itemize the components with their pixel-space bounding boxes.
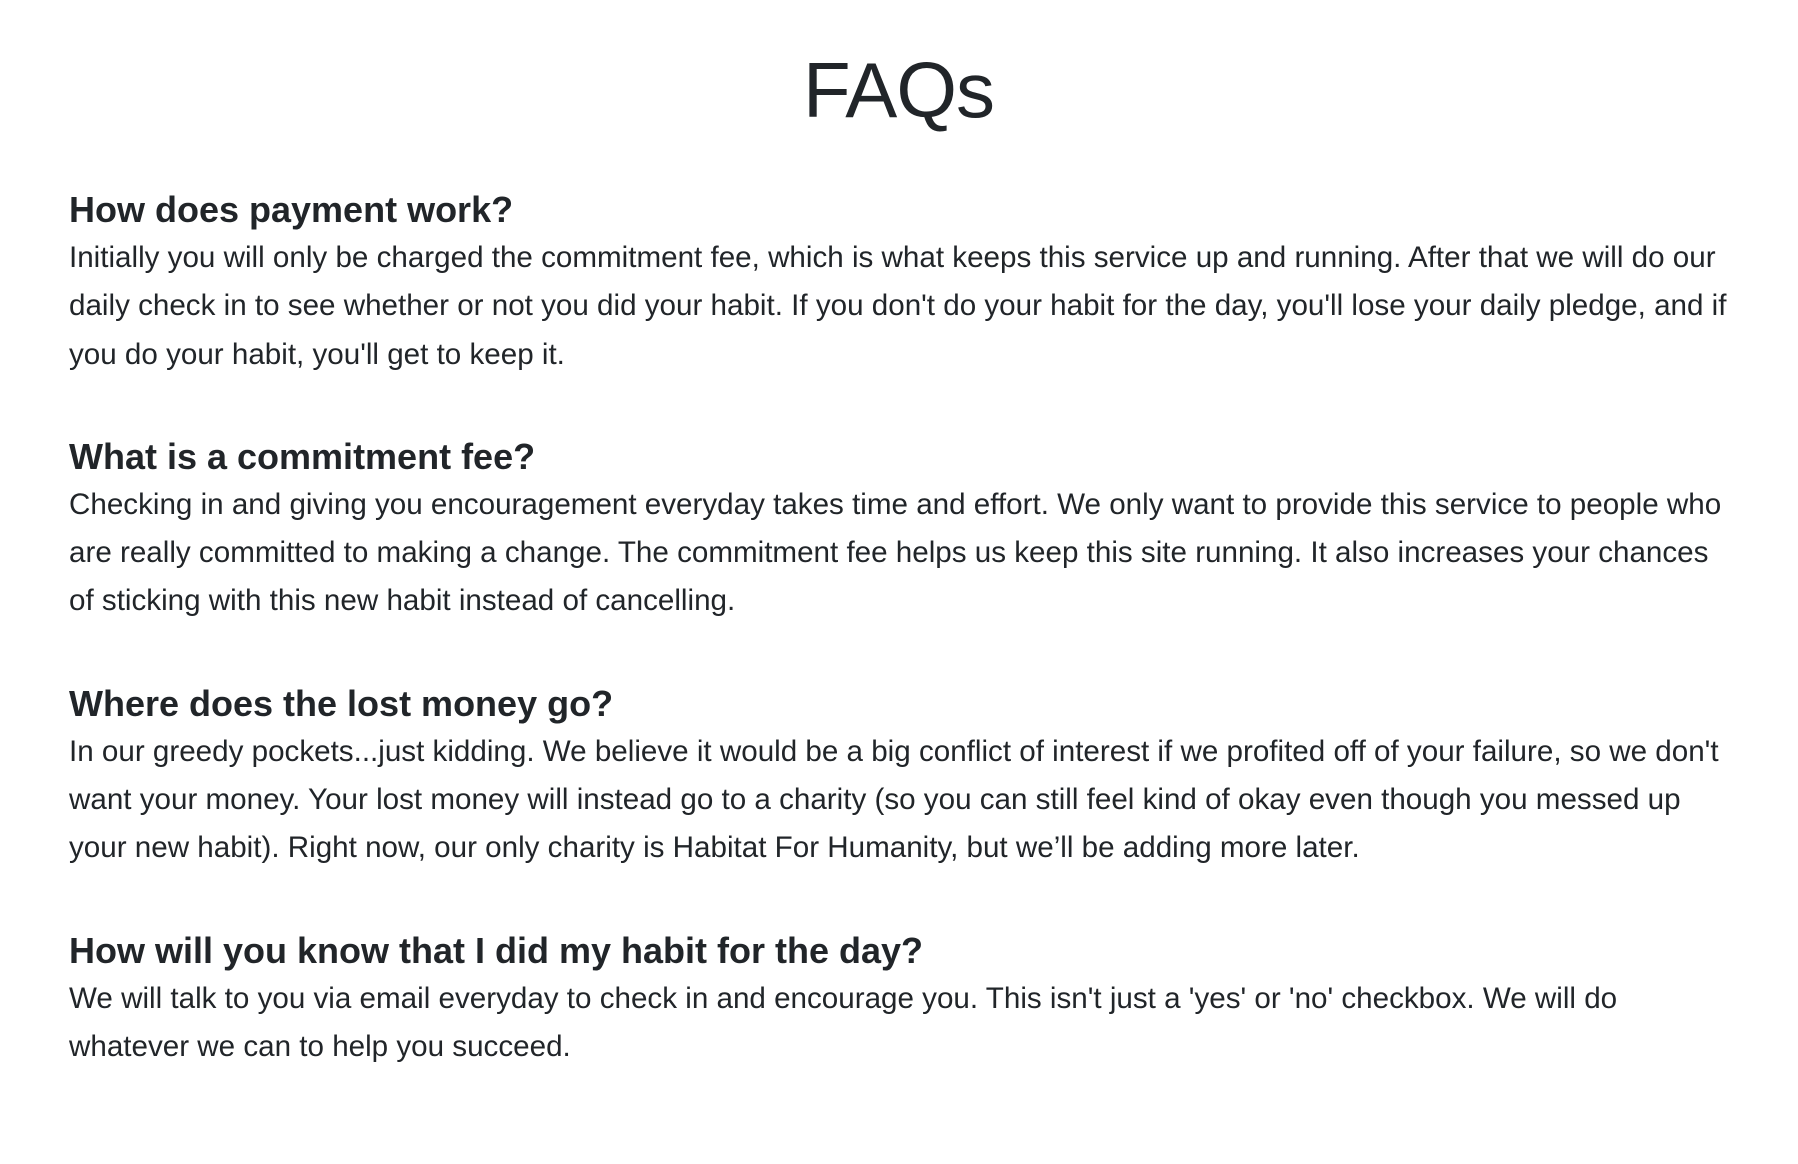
faq-question: What is a commitment fee? — [69, 435, 536, 477]
faq-answer: Initially you will only be charged the commitment fee, which is what keeps this service up and running. After that we will do our daily check in to see whether or not you did your habit. If you don't do your habit for the day, you'll lose your daily pledge, and if you do your habit, you'll get to keep it. — [69, 241, 1727, 371]
faq-item-habit-verification — [69, 927, 1728, 1072]
faq-list — [69, 186, 1728, 1071]
faq-question: How will you know that I did my habit for the day? — [69, 929, 924, 971]
faq-item-lost-money — [69, 680, 1728, 873]
faq-question: Where does the lost money go? — [69, 682, 614, 724]
faq-answer: In our greedy pockets...just kidding. We believe it would be a big conflict of interest if we profited off of your failure, so we don't want your money. Your lost money will instead go to a charity (so you can still feel kind of okay even though you messed up your new habit). Right now, our only charity is Habitat For Humanity, but we’ll be adding more later. — [69, 734, 1719, 865]
faq-question: How does payment work? — [69, 189, 514, 230]
faq-answer: Checking in and giving you encouragement everyday takes time and effort. We only want to provide this service to people who are really committed to making a change. The commitment fee helps us keep this site running. It also increases your chances of sticking with this new habit instead of cancelling. — [69, 487, 1722, 618]
page-title: FAQs — [802, 46, 995, 134]
faq-item-payment — [69, 186, 1728, 379]
faq-answer: We will talk to you via email everyday to check in and encourage you. This isn't just a 'yes' or 'no' checkbox. We will do whatever we can to help you succeed. — [69, 981, 1618, 1063]
faq-item-commitment-fee — [69, 433, 1728, 626]
